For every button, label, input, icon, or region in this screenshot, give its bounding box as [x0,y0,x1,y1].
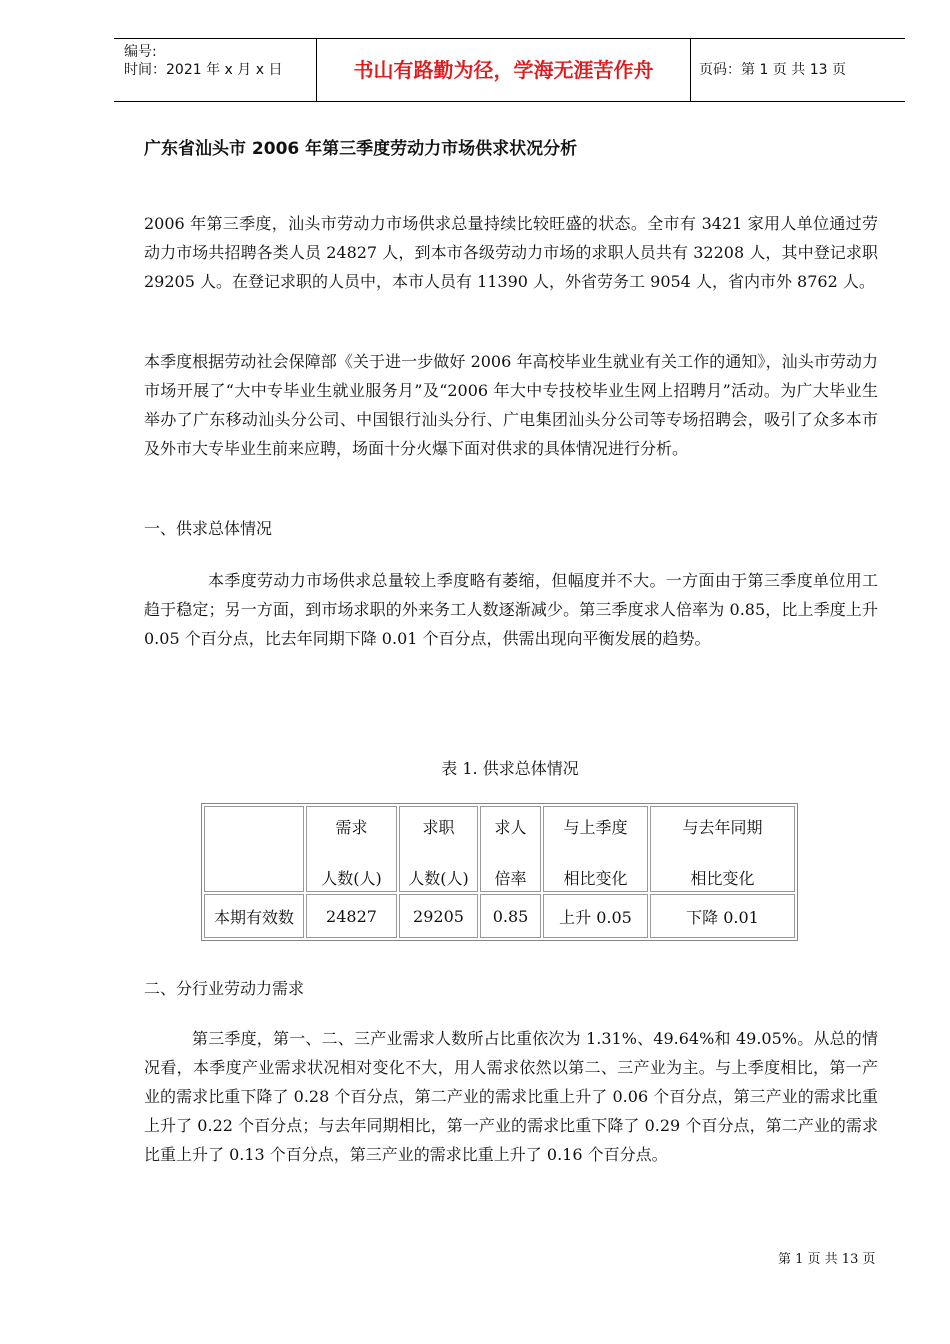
table-cell: 29205 [399,894,478,938]
table-header-cell: 求人 倍率 [480,806,541,892]
table-header-cell: 需求 人数(人) [306,806,397,892]
paragraph-industry: 第三季度，第一、二、三产业需求人数所占比重依次为 1.31%、49.64%和 49.05%。从总的情况看，本季度产业需求状况相对变化不大，用人需求依然以第二、三产业为主。与上季度相比，第一产业的需求比重下降了 0.28 个百分点，第二产业的需求比重上升了 0.06 个百分点，第三产业的需求比重上升了 0.22 个百分点；与去年同期相比，第一产业的需求比重下降了 0.29 个百分点，第二产业的需求比重上升了 0.13 个百分点，第三产业的需求比重上升了 0.16 个百分点。 [144,1029,878,1164]
header-motto: 书山有路勤为径，学海无涯苦作舟 [353,58,654,82]
table-header-cell: 与上季度 相比变化 [543,806,648,892]
header-page-number: 页码：第 1 页 共 13 页 [699,62,846,78]
document-title: 广东省汕头市 2006 年第三季度劳动力市场供求状况分析 [144,139,578,159]
table-header-cell [204,806,304,892]
supply-demand-table [201,803,798,941]
section-heading-industry: 二、分行业劳动力需求 [144,979,305,998]
table-caption: 表 1. 供求总体情况 [441,759,579,778]
table-cell: 24827 [306,894,397,938]
table-cell: 上升 0.05 [543,894,648,938]
header-meta [114,39,316,101]
table-header-cell: 求职 人数(人) [399,806,478,892]
page-footer: 第 1 页 共 13 页 [778,1252,876,1267]
paragraph-supply: 本季度劳动力市场供求总量较上季度略有萎缩，但幅度并不大。一方面由于第三季度单位用工趋于稳定；另一方面，到市场求职的外来务工人数逐渐减少。第三季度求人倍率为 0.85，比上季度上升 0.05 个百分点，比去年同期下降 0.01 个百分点，供需出现向平衡发展的趋势。 [144,571,878,648]
section-heading-supply: 一、供求总体情况 [144,519,273,538]
page-header [114,38,905,102]
table-header-cell: 与去年同期 相比变化 [650,806,795,892]
table-row [204,894,795,938]
paragraph-overview: 2006 年第三季度，汕头市劳动力市场供求总量持续比较旺盛的状态。全市有 3421 家用人单位通过劳动力市场共招聘各类人员 24827 人，到本市各级劳动力市场的求职人员共有 32208 人，其中登记求职 29205 人。在登记求职的人员中，本市人员有 11390 人，外省劳务工 9054 人，省内市外 8762 人。 [144,214,878,291]
table-cell: 下降 0.01 [650,894,795,938]
paragraph-activities: 本季度根据劳动社会保障部《关于进一步做好 2006 年高校毕业生就业有关工作的通知》，汕头市劳动力市场开展了“大中专毕业生就业服务月”及“2006 年大中专技校毕业生网上招聘月”活动。为广大毕业生举办了广东移动汕头分公司、中国银行汕头分行、广电集团汕头分公司等专场招聘会，吸引了众多本市及外市大专毕业生前来应聘，场面十分火爆下面对供求的具体情况进行分析。 [144,352,878,458]
table-row-label: 本期有效数 [204,894,304,938]
header-number-label: 编号: [124,44,157,60]
table-cell: 0.85 [480,894,541,938]
header-date: 时间：2021 年 x 月 x 日 [124,62,283,78]
header-divider [690,39,691,101]
table-header-row [204,806,795,892]
